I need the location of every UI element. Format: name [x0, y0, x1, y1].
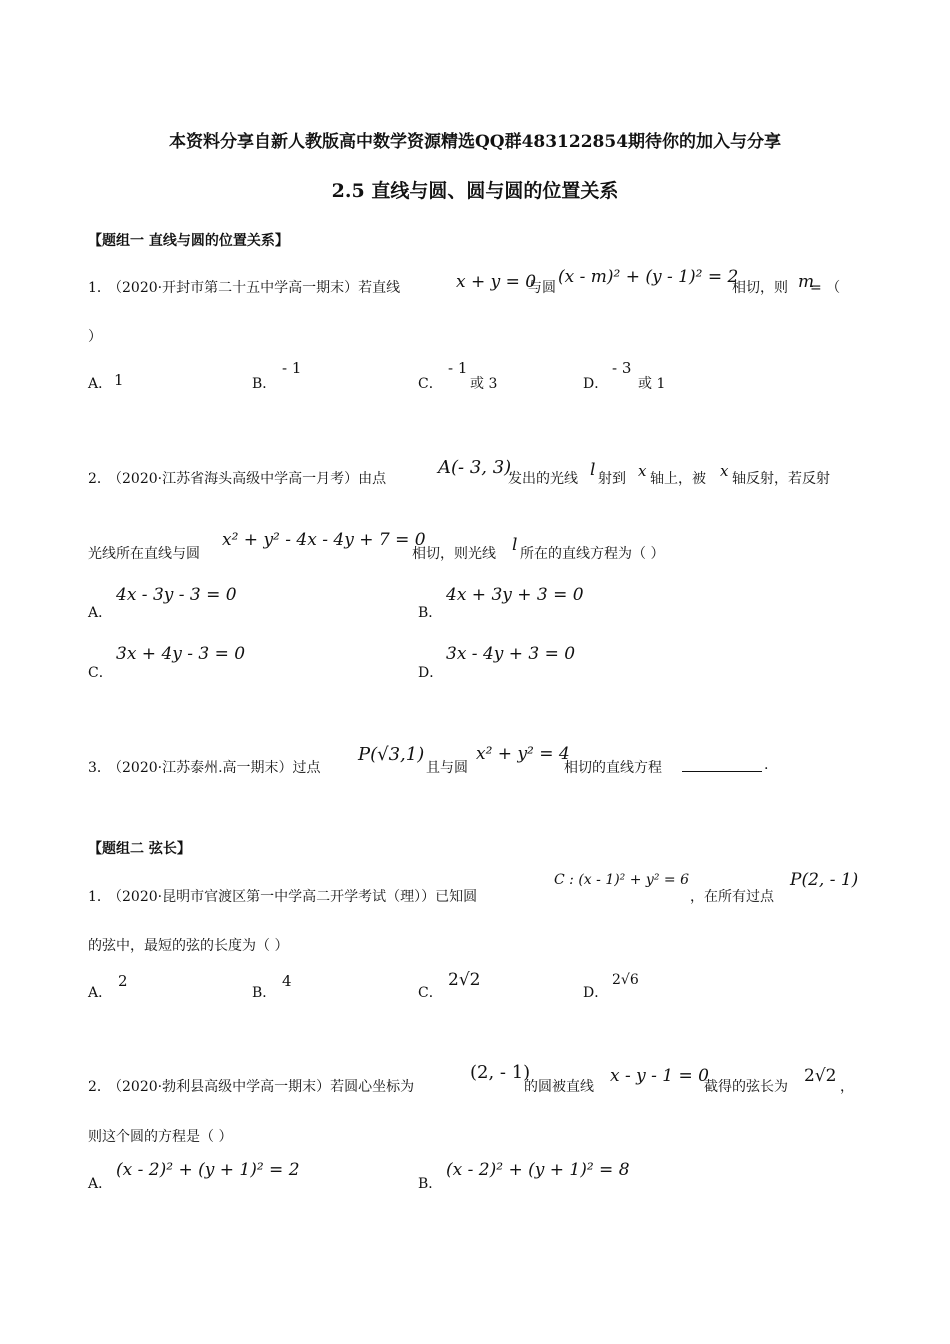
option-b-value: 4x + 3y + 3 = 0 — [446, 585, 584, 605]
question-text: 相切，则 — [732, 280, 788, 296]
question-text: 轴反射，若反射 — [732, 471, 830, 487]
variable-l: l — [590, 460, 596, 480]
question-source: （2020·江苏泰州.高一期末）过点 — [108, 760, 321, 776]
option-d-label: D． — [583, 985, 609, 1001]
circle-equation: x² + y² - 4x - 4y + 7 = 0 — [222, 530, 426, 550]
circle-equation: x² + y² = 4 — [476, 744, 570, 764]
option-d-label: D． — [418, 665, 444, 681]
option-c-label: C． — [418, 985, 443, 1001]
line-equation: x - y - 1 = 0 — [610, 1066, 709, 1086]
question-text: ， — [840, 1079, 854, 1095]
question-text: ） — [88, 329, 102, 345]
question-source: （2020·江苏省海头高级中学高一月考）由点 — [108, 471, 387, 487]
answer-blank — [682, 757, 762, 772]
question-text: 相切的直线方程 — [564, 760, 662, 776]
question-text: 与圆 — [528, 280, 556, 296]
option-c-label: C． — [418, 376, 443, 392]
option-c-value: 3x + 4y - 3 = 0 — [116, 644, 246, 664]
circle-equation: (x - m)² + (y - 1)² = 2 — [558, 267, 739, 287]
option-b-label: B． — [252, 376, 277, 392]
question-text: = （ — [810, 280, 841, 296]
question-text: 所在的直线方程为（ ） — [520, 546, 665, 562]
chord-length: 2√2 — [804, 1066, 837, 1086]
option-a-value: 1 — [114, 371, 124, 389]
question-number: 1． — [88, 889, 111, 905]
page-header: 本资料分享自新人教版高中数学资源精选QQ群483122854期待你的加入与分享 — [168, 132, 782, 152]
question-number: 2． — [88, 471, 111, 487]
point-p: P(2, - 1) — [790, 870, 859, 890]
option-c-suffix: 或 3 — [470, 376, 498, 392]
option-a-label: A． — [88, 376, 113, 392]
option-d-value: 2√6 — [612, 972, 639, 988]
option-d-label: D． — [583, 376, 609, 392]
question-text: . — [764, 757, 769, 773]
question-text: 光线所在直线与圆 — [88, 546, 200, 562]
question-text: ，在所有过点 — [690, 889, 774, 905]
question-text: 射到 — [598, 471, 626, 487]
question-text: 发出的光线 — [508, 471, 578, 487]
question-source: （2020·开封市第二十五中学高一期末）若直线 — [108, 280, 401, 296]
circle-center: (2, - 1) — [470, 1062, 531, 1083]
option-a-value: (x - 2)² + (y + 1)² = 2 — [116, 1160, 300, 1180]
option-a-label: A． — [88, 1176, 113, 1192]
option-c-label: C． — [88, 665, 113, 681]
variable-x: x — [638, 462, 647, 480]
line-equation: x + y = 0 — [456, 272, 537, 292]
question-number: 2． — [88, 1079, 111, 1095]
option-b-label: B． — [418, 605, 443, 621]
option-b-label: B． — [252, 985, 277, 1001]
option-a-label: A． — [88, 985, 113, 1001]
question-text: 轴上，被 — [650, 471, 706, 487]
option-c-value: - 1 — [448, 359, 468, 377]
option-b-value: (x - 2)² + (y + 1)² = 8 — [446, 1160, 630, 1180]
question-text: 的圆被直线 — [524, 1079, 594, 1095]
option-c-value: 2√2 — [448, 970, 481, 990]
section-heading-line-circle: 【题组一 直线与圆的位置关系】 — [88, 233, 289, 249]
question-text: 的弦中，最短的弦的长度为（ ） — [88, 938, 289, 954]
variable-l: l — [512, 535, 518, 555]
question-source: （2020·昆明市官渡区第一中学高二开学考试（理））已知圆 — [108, 889, 478, 905]
option-d-value: - 3 — [612, 359, 632, 377]
option-d-suffix: 或 1 — [638, 376, 666, 392]
option-b-label: B． — [418, 1176, 443, 1192]
option-a-value: 2 — [118, 972, 128, 990]
variable-m: m — [798, 272, 815, 292]
option-a-value: 4x - 3y - 3 = 0 — [116, 585, 237, 605]
question-text: 则这个圆的方程是（ ） — [88, 1129, 233, 1145]
point-p: P(√3,1) — [358, 744, 425, 765]
section-heading-chord-length: 【题组二 弦长】 — [88, 841, 191, 857]
question-text: 且与圆 — [426, 760, 468, 776]
option-b-value: - 1 — [282, 359, 302, 377]
point-a: A(- 3, 3) — [438, 457, 512, 478]
question-text: 截得的弦长为 — [704, 1079, 788, 1095]
variable-x: x — [720, 462, 729, 480]
question-number: 3． — [88, 760, 111, 776]
question-text: 相切，则光线 — [412, 546, 496, 562]
circle-equation: C : (x - 1)² + y² = 6 — [554, 872, 689, 888]
question-source: （2020·勃利县高级中学高一期末）若圆心坐标为 — [108, 1079, 415, 1095]
page-title: 2.5 直线与圆、圆与圆的位置关系 — [331, 180, 619, 202]
option-b-value: 4 — [282, 972, 292, 990]
question-number: 1． — [88, 280, 111, 296]
option-a-label: A． — [88, 605, 113, 621]
option-d-value: 3x - 4y + 3 = 0 — [446, 644, 576, 664]
